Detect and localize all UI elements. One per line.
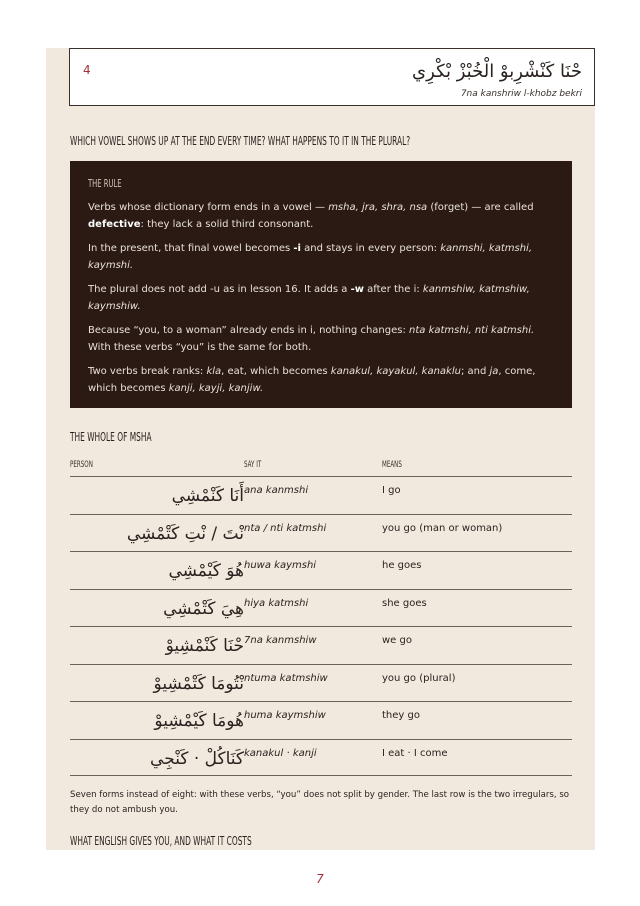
table-row [70,551,572,589]
table-row [70,664,572,702]
transliteration: huma kaymshiw [244,710,326,721]
rule-paragraph-5: Two verbs break ranks: kla, eat, which becomes kanakul, kayakul, kanaklu; and ja, come, which becomes kanji, kayji, kanjiw. [88,366,536,394]
rule-box [70,161,572,408]
transliteration: nta / nti katmshi [244,522,327,534]
table-row [70,739,572,777]
rule-paragraph-2: In the present, that final vowel becomes -i and stays in every person: kanmshi, katmshi, kaymshi. [88,243,533,271]
rule-paragraph-3: The plural does not add -u as in lesson 16. It adds a -w after the i: kanmshiw, katmshiw, kaymshiw. [88,284,530,312]
arabic-form: أَنَا كَنْمْشِي [171,486,244,506]
meaning: we go [382,635,412,646]
transliteration: ntuma katmshiw [244,672,328,684]
lesson-header [69,48,595,106]
rule-label: THE RULE [88,177,122,190]
meaning: he goes [382,560,422,571]
column-header-person: PERSON [70,460,93,470]
table-row [70,626,572,664]
arabic-phrase: حْنَا كَنْشْرِبوْ الْخُبْزْ بْكْرِي [412,61,582,82]
meaning: I eat · I come [382,747,448,759]
column-header-say-it: SAY IT [244,460,262,470]
transliteration: huwa kaymshi [244,560,317,571]
arabic-form: هِيَ كَتْمْشِي [163,598,244,619]
meaning: they go [382,710,420,721]
transliteration: ana kanmshi [244,485,309,496]
arabic-form: هُومَا كَيْمْشِيوْ [154,711,244,731]
footer-page-number: 7 [316,872,324,886]
transliteration: 7na kanmshiw [244,635,317,646]
meaning: you go (plural) [382,672,456,684]
rule-paragraph-1: Verbs whose dictionary form ends in a vowel — msha, jra, shra, nsa (forget) — are called defective: they lack a solid third consonant. [88,202,534,230]
meaning: you go (man or woman) [382,522,503,534]
table-row [70,701,572,739]
arabic-form: هُوَ كَيْمْشِي [168,561,244,581]
lesson-number: 4 [83,63,91,77]
meaning: she goes [382,597,427,609]
table-row [70,589,572,627]
next-section-title: WHAT ENGLISH GIVES YOU, AND WHAT IT COSTS [70,834,252,848]
phrase-transliteration: 7na kanshriw l-khobz bekri [460,89,582,99]
transliteration: kanakul · kanji [244,747,317,759]
meaning: I go [382,485,401,496]
arabic-form: نْتُومَا كَتْمْشِيوْ [153,673,244,694]
arabic-form: كَنَاكُلْ · كَنْجِي [150,748,244,769]
page-sheet [46,48,595,850]
column-header-means: MEANS [382,460,402,470]
arabic-form: نْتَ / نْتِ كَتْمْشِي [126,523,244,544]
arabic-form: حْنَا كَنْمْشِيوْ [165,636,244,656]
table-note: Seven forms instead of eight: with these verbs, “you” does not split by gender. The last row is the two irregulars, so they do not ambush you. [70,790,570,815]
table-row [70,476,572,514]
question-heading: WHICH VOWEL SHOWS UP AT THE END EVERY TIME? WHAT HAPPENS TO IT IN THE PLURAL? [70,134,411,148]
transliteration: hiya katmshi [244,597,309,609]
conjugation-table [70,476,572,776]
table-row [70,514,572,552]
conjugation-title: THE WHOLE OF MSHA [70,430,152,444]
rule-paragraph-4: Because “you, to a woman” already ends in i, nothing changes: nta katmshi, nti katmshi. With these verbs “you” is the same for both. [88,325,535,353]
